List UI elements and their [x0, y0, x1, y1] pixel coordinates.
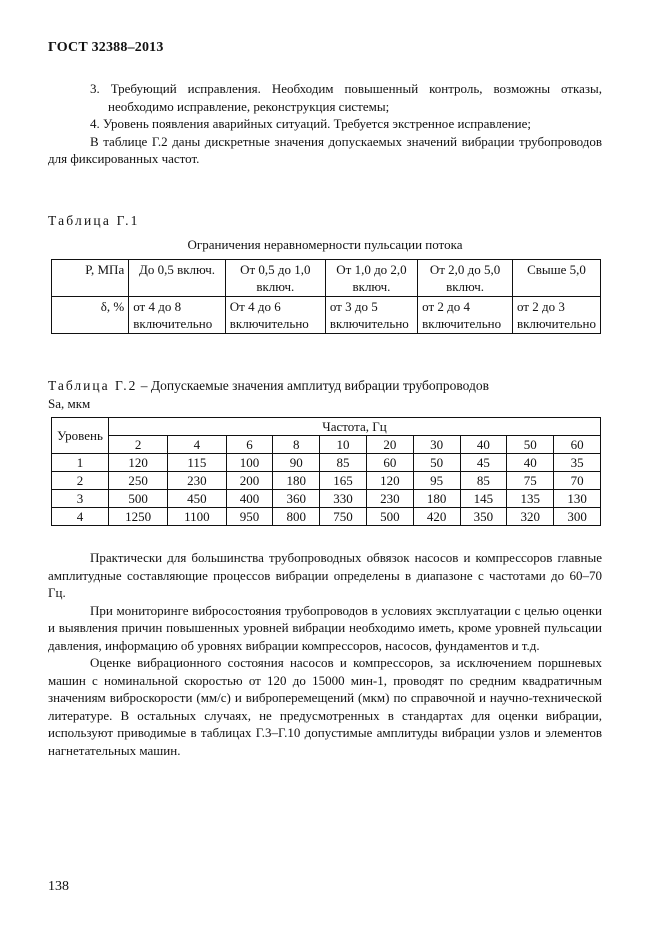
table-cell: От 2,0 до 5,0 включ. — [418, 260, 513, 297]
table-cell: 750 — [320, 508, 367, 526]
table-cell: 180 — [273, 472, 320, 490]
list-item-number: 3. — [90, 81, 100, 96]
table-header-frequency: Частота, Гц — [109, 418, 601, 436]
table-cell: 75 — [507, 472, 554, 490]
table-header-freq: 30 — [413, 436, 460, 454]
table-cell: От 1,0 до 2,0 включ. — [325, 260, 417, 297]
table-row — [52, 260, 601, 297]
table-cell: 60 — [366, 454, 413, 472]
list-block — [48, 80, 602, 168]
list-item-text: Требующий исправления. Необходим повышенный контроль, возможны отказы, необходимо исправление, реконструкция системы; — [108, 81, 603, 114]
table-cell: От 0,5 до 1,0 включ. — [225, 260, 325, 297]
paragraph: При мониторинге вибросостояния трубопроводов в условиях эксплуатации с целью оценки и выявления причин повышенных уровней вибрации необходимо иметь, кроме уровней пульсации давления, информацию об уровнях вибрации компрессоров, насосов, фундаментов и т.д. — [48, 602, 602, 653]
document-header: ГОСТ 32388–2013 — [48, 40, 164, 55]
table-cell: 165 — [320, 472, 367, 490]
table-cell: δ, % — [52, 297, 129, 334]
list-item-number: 4. — [90, 116, 100, 131]
table-cell: 120 — [109, 454, 168, 472]
table2-caption — [48, 378, 489, 394]
table-header-freq: 4 — [168, 436, 226, 454]
table-cell: 135 — [507, 490, 554, 508]
table-header-freq: 10 — [320, 436, 367, 454]
table-cell: от 2 до 3 включительно — [512, 297, 600, 334]
table-header-freq: 8 — [273, 436, 320, 454]
paragraph: Практически для большинства трубопроводных обвязок насосов и компрессоров главные амплитудные составляющие процессов вибрации определены в диапазоне с частотами до 60–70 Гц. — [48, 550, 602, 600]
table2-title: – Допускаемые значения амплитуд вибрации трубопроводов — [137, 378, 490, 393]
table-cell: 45 — [460, 454, 507, 472]
table-cell: 360 — [273, 490, 320, 508]
table-header-level: Уровень — [52, 418, 109, 454]
table-cell: 230 — [366, 490, 413, 508]
table-cell: 1250 — [109, 508, 168, 526]
table-cell: от 3 до 5 включительно — [325, 297, 417, 334]
table1-title: Ограничения неравномерности пульсации потока — [187, 237, 463, 252]
table2 — [51, 417, 601, 526]
table-row — [52, 436, 601, 454]
table-cell: 420 — [413, 508, 460, 526]
table-cell: P, МПа — [52, 260, 129, 297]
table-header-freq: 50 — [507, 436, 554, 454]
table2-label: Таблица Г.2 — [48, 378, 138, 393]
table1 — [51, 259, 601, 334]
table-row — [52, 297, 601, 334]
table-cell: 85 — [460, 472, 507, 490]
table-cell: 200 — [226, 472, 273, 490]
table-row — [52, 418, 601, 436]
table-cell: 40 — [507, 454, 554, 472]
table-cell-level: 1 — [52, 454, 109, 472]
table-header-freq: 2 — [109, 436, 168, 454]
table-row — [52, 472, 601, 490]
paragraph: Оценке вибрационного состояния насосов и компрессоров, за исключением поршневых машин с номинальной скоростью от 120 до 15000 мин-1, проводят по средним квадратичным значениям виброскорости (мм/с) и виброперемещений (мкм) по справочной и научно-технической литературе. В остальных случаях, не предусмотренных в стандартах для оценки вибрации, используют приводимые в таблицах Г.3–Г.10 допустимые амплитуды вибрации узлов и элементов нагнетательных машин. — [48, 655, 602, 758]
table-cell-level: 3 — [52, 490, 109, 508]
table-cell: 300 — [554, 508, 601, 526]
table1-label: Таблица Г.1 — [48, 213, 140, 228]
table-cell: 330 — [320, 490, 367, 508]
intro-paragraph: В таблице Г.2 даны дискретные значения допускаемых значений вибрации трубопроводов для фиксированных частот. — [48, 133, 602, 166]
table-cell: 500 — [366, 508, 413, 526]
table-cell: 320 — [507, 508, 554, 526]
table-cell: 130 — [554, 490, 601, 508]
table-cell: 350 — [460, 508, 507, 526]
page-number: 138 — [48, 879, 69, 894]
table-cell: 145 — [460, 490, 507, 508]
table-cell: 95 — [413, 472, 460, 490]
table-cell: 1100 — [168, 508, 226, 526]
list-item — [48, 80, 602, 115]
table-cell: До 0,5 включ. — [129, 260, 226, 297]
table-header-freq: 20 — [366, 436, 413, 454]
table-cell: 450 — [168, 490, 226, 508]
table-cell: 180 — [413, 490, 460, 508]
table-cell: 500 — [109, 490, 168, 508]
table-header-freq: 6 — [226, 436, 273, 454]
table-header-freq: 60 — [554, 436, 601, 454]
table-header-freq: 40 — [460, 436, 507, 454]
table-cell: 800 — [273, 508, 320, 526]
table-cell: 115 — [168, 454, 226, 472]
table-cell: 35 — [554, 454, 601, 472]
table-cell: 90 — [273, 454, 320, 472]
table-cell: 950 — [226, 508, 273, 526]
table-cell: 400 — [226, 490, 273, 508]
table-cell: От 4 до 6 включительно — [225, 297, 325, 334]
table-cell: 250 — [109, 472, 168, 490]
table-row — [52, 454, 601, 472]
table-cell: от 4 до 8 включительно — [129, 297, 226, 334]
table-cell-level: 2 — [52, 472, 109, 490]
body-text — [48, 549, 602, 759]
table-row — [52, 508, 601, 526]
table-cell: 50 — [413, 454, 460, 472]
table-cell: 70 — [554, 472, 601, 490]
table2-unit: Sa, мкм — [48, 396, 91, 411]
list-item-text: Уровень появления аварийных ситуаций. Требуется экстренное исправление; — [103, 116, 531, 131]
table-cell: Свыше 5,0 — [512, 260, 600, 297]
list-item — [48, 115, 602, 133]
table-cell: 100 — [226, 454, 273, 472]
table-cell-level: 4 — [52, 508, 109, 526]
table-cell: 85 — [320, 454, 367, 472]
table-cell: 230 — [168, 472, 226, 490]
table-cell: 120 — [366, 472, 413, 490]
table-cell: от 2 до 4 включительно — [418, 297, 513, 334]
table-row — [52, 490, 601, 508]
